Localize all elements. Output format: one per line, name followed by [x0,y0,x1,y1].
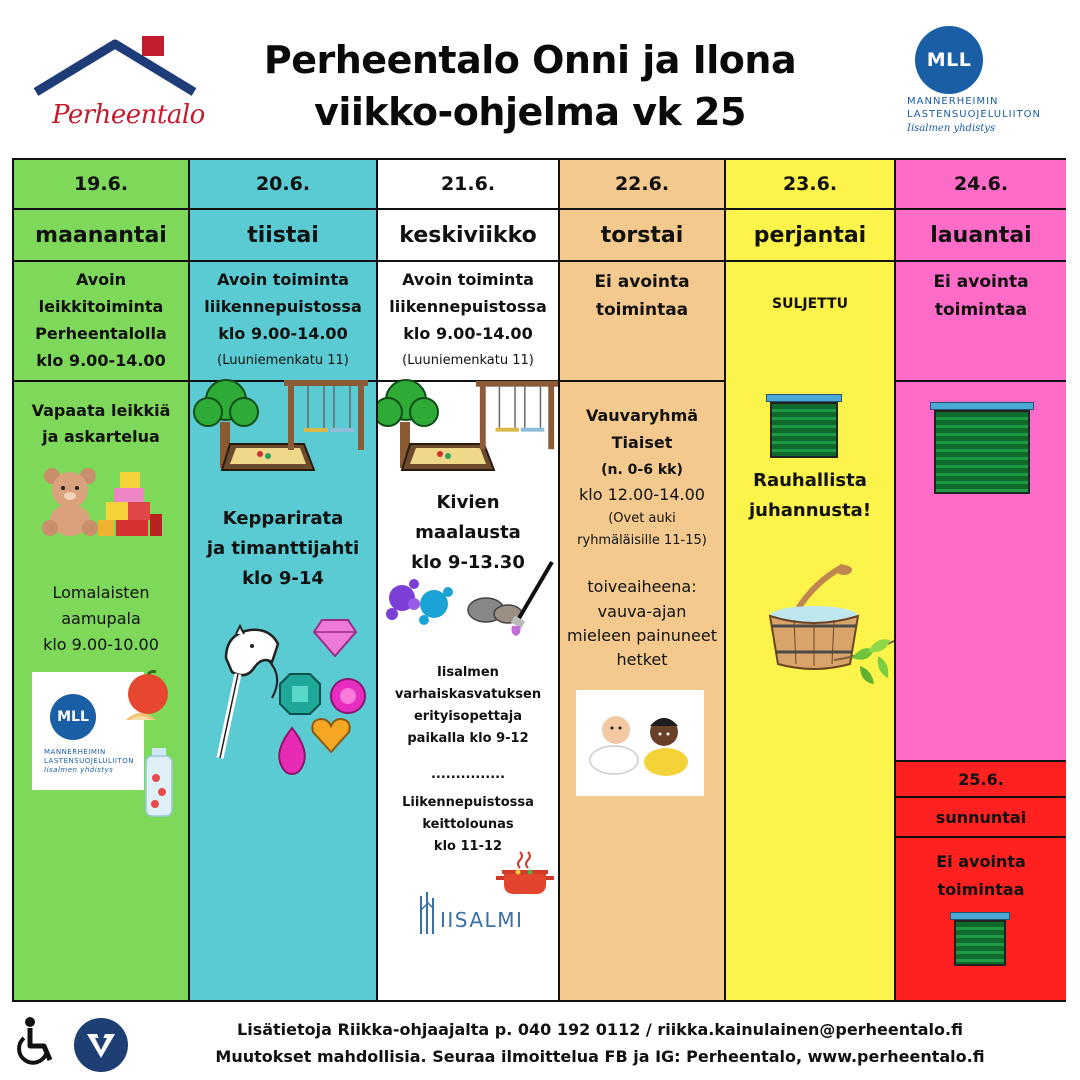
opening-info [378,266,558,374]
info-line: paikalla klo 9-12 [407,731,529,746]
activity-line: ja askartelua [42,427,160,446]
babies-image [576,690,704,796]
lunch-line: klo 11-12 [433,839,503,854]
pot-icon [496,850,554,896]
day-cell: lauantai [896,210,1066,262]
mll-line-3: Iisalmen yhdistys [907,123,996,134]
house-roof-icon [30,30,200,100]
doors-text [560,508,724,552]
teddy-bear-icon [38,466,102,538]
activity-line: Kivien [436,492,500,513]
open-line: klo 9.00-14.00 [36,351,166,370]
paint-splash-icon [384,574,478,630]
opening-info [190,266,376,374]
theme-line: hetket [616,650,668,669]
title-line-2: viikko-ohjelma vk 25 [314,90,746,134]
activity-line: Kepparirata [222,508,344,529]
mll-line-2: LASTENSUOJELULIITON [907,109,1042,120]
day-cell: maanantai [14,210,188,262]
mll-card-line: Iisalmen yhdistys [44,766,114,774]
logo-text: Perheentalo [52,100,205,130]
toy-blocks-icon [96,470,164,538]
address-text: (Luuniemenkatu 11) [217,353,349,368]
dots-separator: ............... [430,767,506,782]
open-line: Avoin [75,270,127,289]
info-text [378,662,558,750]
schedule-grid [12,158,1066,1002]
gem-icon [274,726,310,776]
sunday-line: toimintaa [937,880,1025,899]
mll-card-line: MANNERHEIMIN [44,748,106,756]
gem-icon [328,676,368,716]
date-cell: 24.6. [896,160,1066,210]
mll-line-1: MANNERHEIMIN [907,96,999,107]
gem-icon [312,618,358,658]
info-line: erityisopettaja [413,709,523,724]
doors-line: (Ovet auki [608,511,676,526]
divider [896,380,1066,382]
age-text: (n. 0-6 kk) [601,462,683,478]
activity-line: Tiaiset [611,433,673,452]
extra-text [14,580,188,658]
sunday-block [896,760,1066,1000]
footer-line-1: Lisätietoja Riikka-ohjaajalta p. 040 192 0112 / riikka.kainulainen@perheentalo.fi [237,1020,963,1039]
shutter-door [954,920,1006,966]
column-thursday [560,160,726,1000]
swing-icon [474,380,560,452]
mll-logo [905,26,1055,146]
brush-icon [506,560,556,638]
open-line: Avoin toiminta [402,270,534,289]
address-text: (Luuniemenkatu 11) [402,353,534,368]
mll-circle: MLL [915,26,983,94]
date-cell: 20.6. [190,160,376,210]
open-line: Perheentalolla [35,324,167,343]
babies-icon [580,704,700,784]
open-line: liikennepuistossa [204,297,362,316]
date-cell: 21.6. [378,160,558,210]
day-cell: tiistai [190,210,376,262]
open-line: klo 9.00-14.00 [403,324,533,343]
lunch-line: Liikennepuistossa [402,795,534,810]
perheentalo-logo [30,30,205,130]
column-tuesday [190,160,378,1000]
day-cell: keskiviikko [378,210,558,262]
shutter-door [770,402,838,458]
swing-icon [282,380,370,452]
iisalmi-logo [416,892,526,938]
theme-line: mieleen painuneet [566,626,718,645]
shutter-top [930,402,1034,410]
column-saturday [896,160,1066,1000]
open-line: Ei avointa [594,272,690,292]
open-line: toimintaa [595,300,689,320]
activity-line: klo 9-14 [242,568,324,589]
footer-line-2: Muutokset mahdollisia. Seuraa ilmoittelua FB ja IG: Perheentalo, www.perheentalo.fi [215,1047,985,1066]
garage-shutter-icon [950,912,1010,966]
extra-line: Lomalaisten [52,583,150,602]
column-wednesday [378,160,560,1000]
activity-text [726,466,894,526]
divider [560,380,724,382]
activity-line: klo 9-13.30 [411,552,525,573]
page-title [200,34,860,138]
iisalmi-text: IISALMI [440,908,524,932]
extra-line: aamupala [61,609,141,628]
gem-icon [278,672,322,716]
activity-line: Rauhallista [753,470,867,491]
sunday-line: Ei avointa [936,852,1026,871]
column-friday [726,160,896,1000]
check-mark-icon [85,1030,117,1060]
iisalmi-tree-icon [416,892,438,936]
date-cell: 22.6. [560,160,724,210]
info-line: varhaiskasvatuksen [394,687,542,702]
lunch-text [378,792,558,858]
bottle-icon [142,748,176,818]
date-cell: 19.6. [14,160,188,210]
mll-card-circle: MLL [50,694,96,740]
badge-icon [74,1018,128,1072]
opening-info [14,266,188,374]
date-cell: 23.6. [726,160,894,210]
garage-shutter-icon [930,402,1034,494]
lunch-line: keittolounas [422,817,514,832]
activity-title [560,402,724,456]
activity-line: maalausta [415,522,521,543]
column-monday [14,160,190,1000]
open-line: Ei avointa [933,272,1029,292]
open-line: leikkitoiminta [38,297,164,316]
sunday-text [896,848,1066,904]
opening-info [896,268,1066,324]
shutter-top [766,394,842,402]
mll-card-line: LASTENSUOJELULIITON [44,757,135,765]
closed-text: SULJETTU [772,296,848,312]
activity-text [190,504,376,594]
theme-line: vauva-ajan [597,602,687,621]
title-line-1: Perheentalo Onni ja Ilona [263,38,797,82]
open-line: klo 9.00-14.00 [218,324,348,343]
activity-line: Vauvaryhmä [585,406,699,425]
doors-line: ryhmäläisille 11-15) [577,533,707,548]
apple-icon [122,670,176,730]
extra-line: klo 9.00-10.00 [43,635,159,654]
open-line: Avoin toiminta [217,270,349,289]
activity-line: Vapaata leikkiä [31,401,171,420]
open-line: liikennepuistossa [389,297,547,316]
day-cell: perjantai [726,210,894,262]
shutter-top [950,912,1010,920]
info-line: Iisalmen [437,665,499,680]
time-text: klo 12.00-14.00 [579,485,705,504]
open-line: toimintaa [934,300,1028,320]
activity-text [14,398,188,450]
divider [14,380,188,382]
sunday-day: sunnuntai [896,798,1066,838]
activity-line: ja timanttijahti [206,538,360,559]
day-cell: torstai [560,210,724,262]
wheelchair-icon [14,1016,62,1068]
opening-info [560,268,724,324]
birch-branch-icon [834,620,896,702]
sunday-date: 25.6. [896,762,1066,798]
activity-line: juhannusta! [748,500,872,521]
theme-text [560,600,724,672]
gem-icon [310,716,352,754]
garage-shutter-icon [766,394,842,458]
shutter-door [934,410,1030,494]
theme-label: toiveaiheena: [587,577,697,596]
